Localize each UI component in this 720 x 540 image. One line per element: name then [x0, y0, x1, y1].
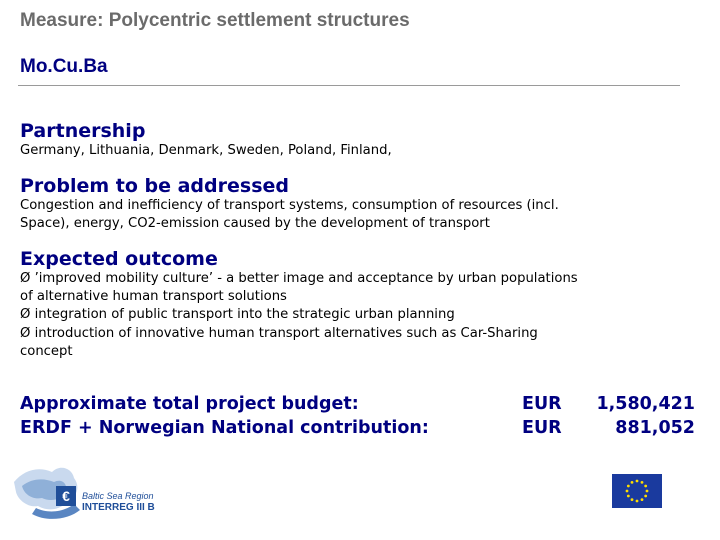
project-name: Mo.Cu.Ba — [20, 56, 108, 77]
outcome-text-line: concept — [20, 343, 73, 359]
svg-text:€: € — [62, 488, 70, 504]
eu-star-icon — [636, 480, 639, 483]
logo-text — [82, 490, 155, 514]
budget-total-label: Approximate total project budget: — [20, 394, 359, 414]
eu-star-icon — [636, 500, 639, 503]
baltic-sea-map-icon — [8, 438, 178, 530]
eu-star-icon — [646, 490, 649, 493]
budget-erdf-label: ERDF + Norwegian National contribution: — [20, 418, 429, 438]
eu-flag-icon — [612, 474, 662, 508]
outcome-text-line: Ø integration of public transport into the strategic urban planning — [20, 307, 455, 323]
eu-star-icon — [644, 495, 647, 498]
budget-labels — [20, 392, 429, 440]
eu-star-icon — [641, 481, 644, 484]
logo-region-label: Baltic Sea Region — [82, 491, 154, 501]
outcome-text-line: Ø ’improved mobility culture’ - a better image and acceptance by urban populations — [20, 271, 578, 286]
logo-program-label: INTERREG III B — [82, 502, 155, 513]
interreg-logo — [8, 438, 178, 530]
header-divider — [18, 85, 680, 86]
budget-erdf-currency: EUR — [522, 418, 562, 438]
measure-title: Measure: Polycentric settlement structures — [20, 10, 410, 31]
outcome-text-line: Ø introduction of innovative human transport alternatives such as Car-Sharing — [20, 325, 538, 341]
eu-star-icon — [626, 490, 629, 493]
eu-star-icon — [627, 485, 630, 488]
partnership-section — [20, 120, 705, 160]
problem-text-line: Space), energy, CO2-emission caused by the development of transport — [20, 216, 490, 232]
outcome-heading: Expected outcome — [20, 248, 218, 270]
outcome-text-line: of alternative human transport solutions — [20, 289, 287, 305]
problem-section — [20, 175, 705, 233]
eu-star-icon — [641, 498, 644, 501]
outcome-section — [20, 248, 705, 361]
budget-total-currency: EUR — [522, 394, 562, 414]
eu-star-icon — [644, 485, 647, 488]
problem-text-line: Congestion and inefficiency of transport systems, consumption of resources (incl. — [20, 198, 559, 213]
partnership-text: Germany, Lithuania, Denmark, Sweden, Poland, Finland, — [20, 143, 392, 158]
partnership-heading: Partnership — [20, 120, 146, 142]
budget-erdf-amount: 881,052 — [615, 418, 695, 438]
problem-heading: Problem to be addressed — [20, 175, 289, 197]
budget-amounts — [578, 392, 695, 440]
budget-total-amount: 1,580,421 — [596, 394, 695, 414]
eu-star-icon — [631, 498, 634, 501]
eu-star-icon — [627, 495, 630, 498]
budget-currencies — [522, 392, 562, 440]
eu-star-icon — [631, 481, 634, 484]
